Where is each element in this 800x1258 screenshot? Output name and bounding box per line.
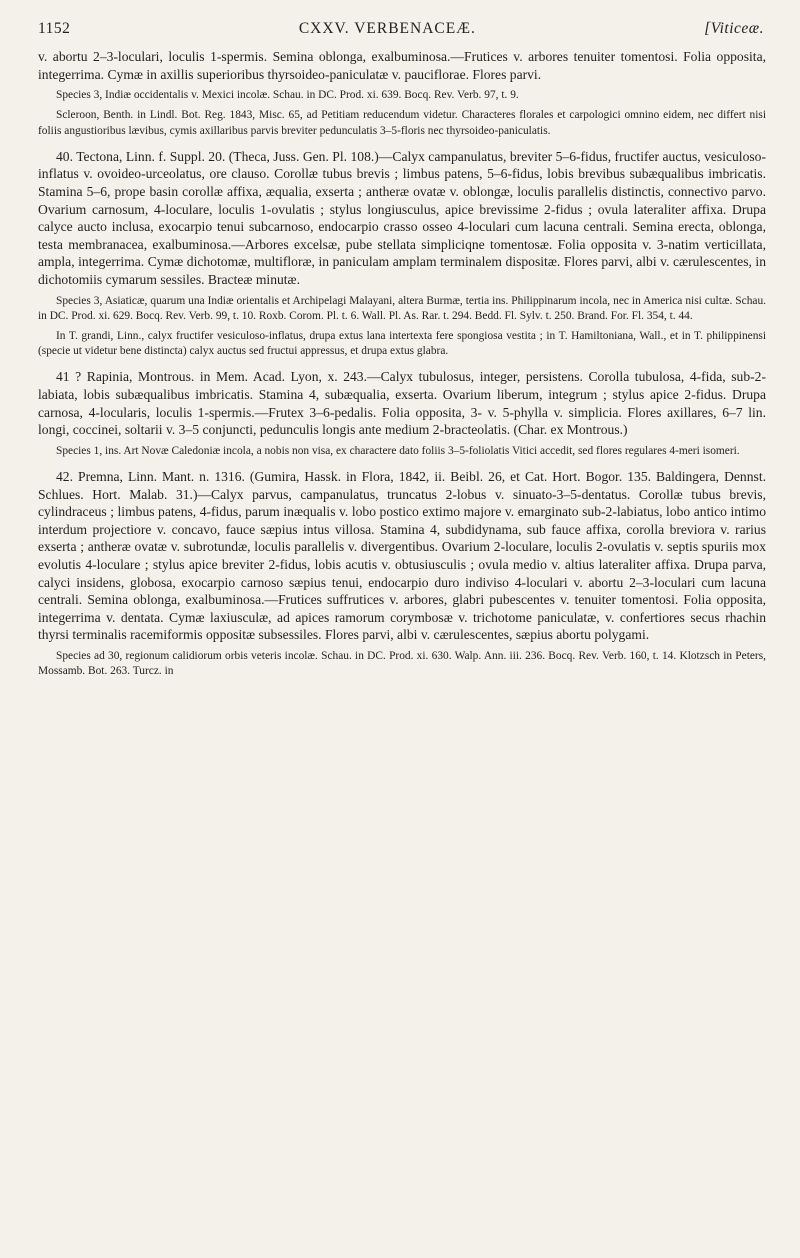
page-number: 1152: [38, 20, 71, 37]
page-body: [38, 48, 766, 679]
running-head: [38, 20, 766, 38]
note-tectona-species: Species 3, Asiaticæ, quarum una Indiæ orientalis et Archipelagi Malayani, altera Burmæ, tertia ins. Philippinarum incola, nec in America nisi cultæ. Schau. in DC. Prod. xi. 629. Bocq. Rev. Verb. 99, t. 10. Roxb. Corom. Pl. t. 6. Wall. Pl. As. Rar. t. 294. Bedd. Fl. Sylv. t. 250. Brand. For. Fl. 354, t. 44.: [38, 294, 766, 322]
note-premna-species: Species ad 30, regionum calidiorum orbis veteris incolæ. Schau. in DC. Prod. xi. 630. Walp. Ann. iii. 236. Bocq. Rev. Verb. 160, t. 14. Klotzsch in Peters, Mossamb. Bot. 263. Turcz. in: [38, 649, 766, 678]
paragraph-premna: 42. Premna, Linn. Mant. n. 1316. (Gumira, Hassk. in Flora, 1842, ii. Beibl. 26, et Cat. Hort. Bogor. 135. Baldingera, Dennst. Schlues. Hort. Malab. 31.)—Calyx parvus, campanulatus, truncatus 2-lobus v. sinuato-3–5-dentatus. Corollæ tubus brevis, cylindraceus ; limbus patens, 4-fidus, parum inæqualis v. lobo postico extimo majore v. emarginato sub-2-labiatus, lobo antico intimo interdum projectiore v. concavo, fauce sæpius intus villosa. Stamina 4, subdidynama, sub fauce affixa, corolla breviora v. rarius exserta ; antheræ ovatæ v. subrotundæ, loculis parallelis v. divergentibus. Ovarium 2-loculare, loculis 2-ovulatis v. septis spuriis mox evolutis 4-loculare ; stylus apice breviter 2-fidus, lobis acutis v. obtusiusculis ; ovula medio v. altius lateraliter affixa. Drupa parva, calyci insidens, globosa, exocarpio carnoso sæpius tenui, endocarpio duro indiviso 4-loculari v. abortu 2–3-loculari cum lacuna centrali. Semina oblonga, exalbuminosa.—Frutices suffrutices v. arbores, glabri pubescentes v. tenuiter tomentosi. Folia opposita, integerrima v. dentata. Cymæ laxiusculæ, ad apices ramorum corymbosæ v. trichotome paniculatæ, v. confertiores secus rhachin thyrsi terminalis racemiformis oppositæ subsessiles. Flores parvi, albi v. cærulescentes, sæpius abortu polygami.: [38, 468, 766, 643]
tribe-label: [Viticeæ.: [704, 20, 764, 37]
note-rapinia-species: Species 1, ins. Art Novæ Caledoniæ incola, a nobis non visa, ex charactere dato foliis 3–5-foliolatis Vitici accedit, sed flores regulares 4-meri isomeri.: [56, 444, 740, 457]
note-petitia-species: Species 3, Indiæ occidentalis v. Mexici incolæ. Schau. in DC. Prod. xi. 639. Bocq. Rev. Verb. 97, t. 9.: [56, 89, 519, 102]
note-tectona-grandis: In T. grandi, Linn., calyx fructifer vesiculoso-inflatus, drupa extus lana intertexta fere spongiosa vestita ; in T. Hamiltoniana, Wall., et in T. philippinensi (specie ut videtur bene distincta) calyx auctus sed fructui appressus, et drupa extus glabra.: [38, 329, 766, 358]
paragraph-petitia-end: v. abortu 2–3-loculari, loculis 1-spermis. Semina oblonga, exalbuminosa.—Frutices v. arbores tenuiter tomentosi. Folia opposita, integerrima. Cymæ in axillis superioribus thyrsoideo-paniculatæ v. pauciflorae. Flores parvi.: [38, 49, 766, 82]
section-title: CXXV. VERBENACEÆ.: [298, 20, 476, 37]
paragraph-rapinia: 41 ? Rapinia, Montrous. in Mem. Acad. Lyon, x. 243.—Calyx tubulosus, integer, persistens. Corolla tubulosa, 4-fida, sub-2-labiata, lobis subæqualibus imbricatis. Stamina 4, subæqualia, exserta. Ovarium liberum, integrum ; stylus apice 2-fidus. Drupa carnosa, 4-locularis, loculis 1-spermis.—Frutex 3–6-pedalis. Folia opposita, 3- v. 5-phylla v. simplicia. Flores axillares, 6–7 lin. longi, coccinei, soltarii v. 3–5 conjuncti, pedunculis longis ante medium 2-bracteolatis. (Char. ex Montrous.): [38, 369, 766, 438]
paragraph-tectona: 40. Tectona, Linn. f. Suppl. 20. (Theca, Juss. Gen. Pl. 108.)—Calyx campanulatus, breviter 5–6-fidus, fructifer auctus, vesiculoso-inflatus v. ovoideo-urceolatus, ore clauso. Corollæ tubus brevis ; limbus patens, 5–6-fidus, lobis brevibus subæqualibus imbricatis. Stamina 5–6, prope basin corollæ affixa, æqualia, exserta ; antheræ ovatæ v. oblongæ, loculis parallelis distinctis, connectivo parvo. Ovarium carnosum, 4-loculare, loculis 1-ovulatis ; stylus longiusculus, apice brevissime 2-fidus ; ovula lateraliter affixa. Drupa calyce aucto inclusa, exocarpio tenui subcarnoso, endocarpio crasso osseo 4-loculari cum lacuna centrali. Semina erecta, oblonga, testa membranacea, exalbuminosa.—Arbores excelsæ, pube stellata simpliciqne tomentosæ. Folia opposita v. 3-natim verticillata, ampla, integerrima. Cymæ dichotomæ, multifloræ, in paniculam amplam terminalem dispositæ. Flores parvi, albi v. cærulescentes, in dichotomiis cymarum sessiles. Bracteæ minutæ.: [38, 148, 766, 287]
note-scleroon: Scleroon, Benth. in Lindl. Bot. Reg. 1843, Misc. 65, ad Petitiam reducendum videtur. Characteres florales et carpologici omnino eidem, nec differt nisi foliis angustioribus lævibus, cymis axillaribus parvis breviter pedunculatis 3–5-floris nec thyrsoideo-paniculatis.: [38, 109, 766, 137]
